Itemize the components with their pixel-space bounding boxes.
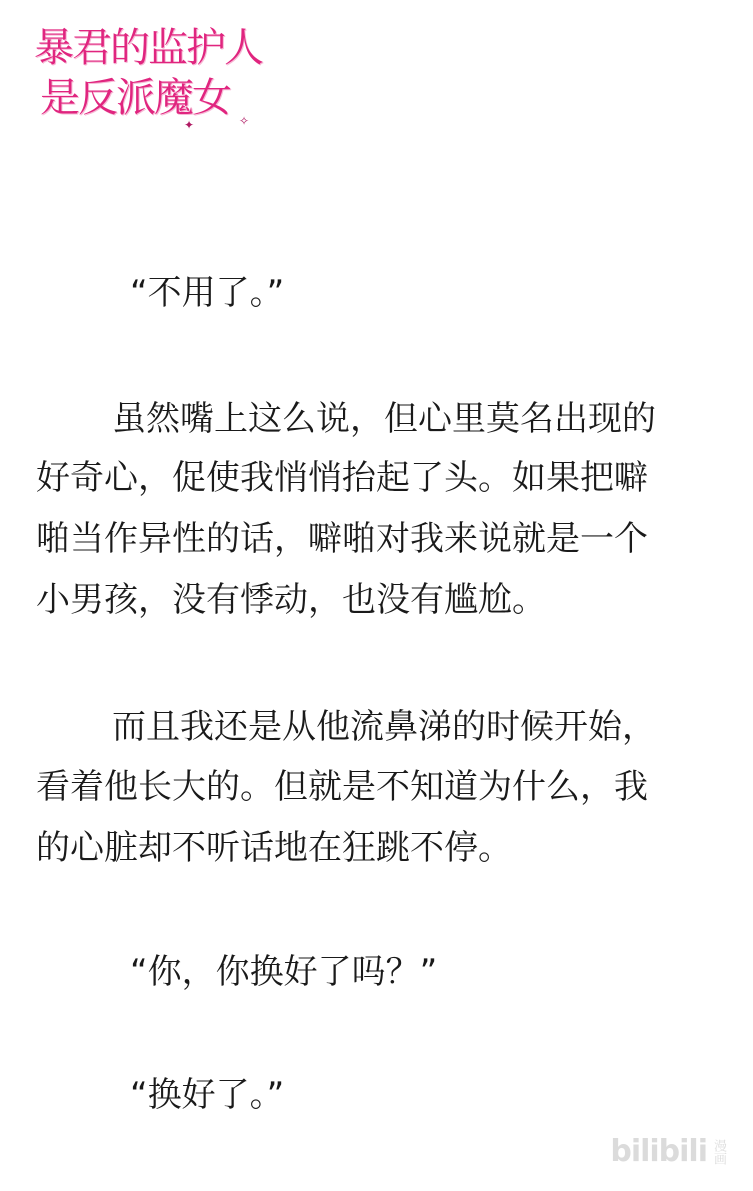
paragraph-line: 的心脏却不听话地在狂跳不停。: [36, 828, 512, 868]
sparkle-icon: ✧: [239, 114, 250, 128]
dialogue-line: “换好了。”: [130, 1075, 285, 1115]
watermark-tag: 漫画: [711, 1138, 726, 1165]
paragraph-line: 虽然嘴上这么说，但心里莫名出现的: [112, 399, 656, 439]
paragraph-line: 而且我还是从他流鼻涕的时候开始，: [112, 707, 656, 747]
paragraph-line: 看着他长大的。但就是不知道为什么，我: [36, 767, 648, 807]
comic-title-logo: [34, 26, 274, 136]
bilibili-watermark: [610, 1134, 725, 1169]
logo-title-line2: 是反派魔女: [40, 75, 230, 121]
paragraph-line: 小男孩，没有悸动，也没有尴尬。: [36, 580, 546, 620]
sparkle-icon: ✦: [184, 118, 195, 132]
logo-title-line1: 暴君的监护人: [34, 25, 262, 71]
paragraph-line: 啪当作异性的话，噼啪对我来说就是一个: [36, 519, 648, 559]
dialogue-line: “不用了。”: [130, 273, 285, 313]
dialogue-line: “你，你换好了吗？”: [130, 952, 438, 992]
watermark-logo-text: bilibili: [610, 1134, 707, 1169]
paragraph-line: 好奇心，促使我悄悄抬起了头。如果把噼: [36, 458, 648, 498]
